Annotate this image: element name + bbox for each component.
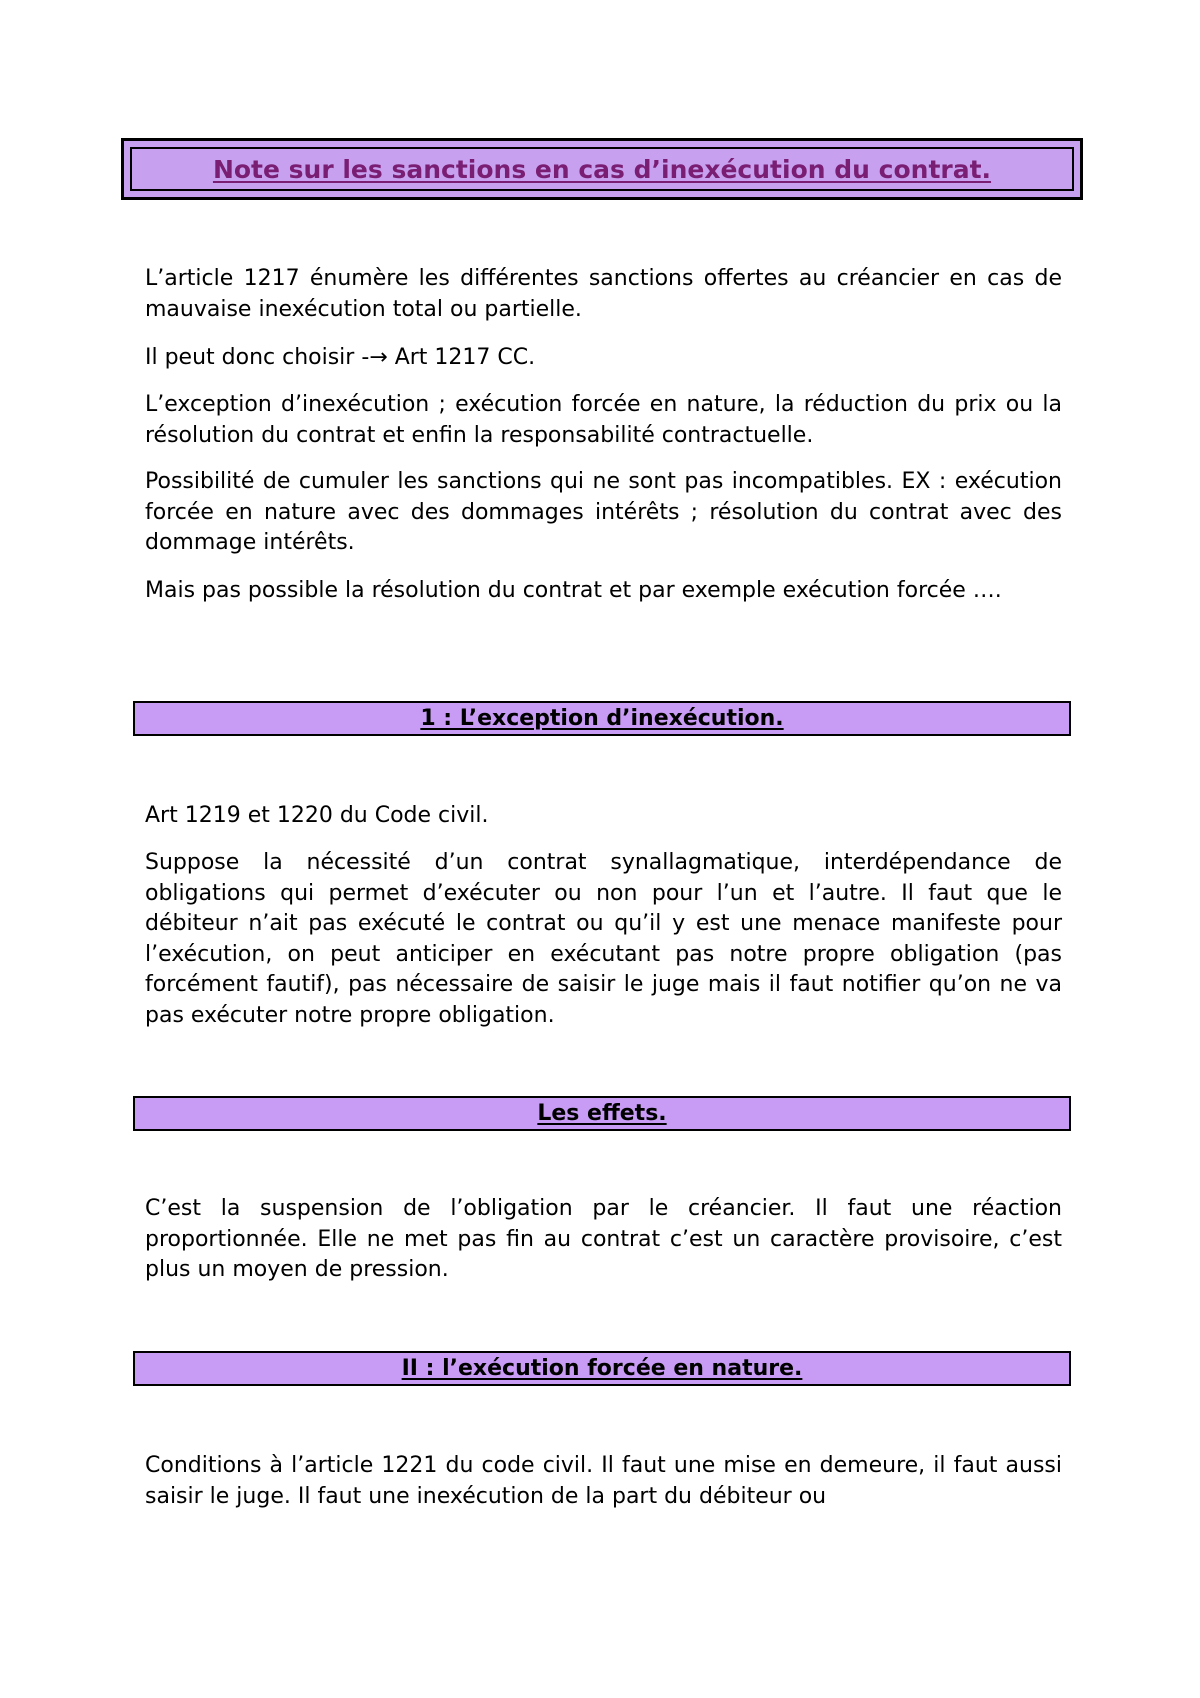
section-1-paragraph-2: Suppose la nécessité d’un contrat synallagmatique, interdépendance de obligations qui permet d’exécuter ou non pour l’un et l’autre. Il faut que le débiteur n’ait pas exécuté le contrat ou qu’il y est une menace manifeste pour l’exécution, on peut anticiper en exécutant pas notre propre obligation (pas forcément fautif), pas nécessaire de saisir le juge mais il faut notifier qu’on ne va pas exécuter notre propre obligation.: [145, 850, 1062, 1028]
section-3-paragraph-1: Conditions à l’article 1221 du code civil. Il faut une mise en demeure, il faut aussi saisir le juge. Il faut une inexécution de la part du débiteur ou: [145, 1453, 1062, 1509]
section-heading-3: [133, 1351, 1071, 1386]
title-box: [121, 138, 1083, 200]
intro-paragraph-3: L’exception d’inexécution ; exécution forcée en nature, la réduction du prix ou la résolution du contrat et enfin la responsabilité contractuelle.: [145, 392, 1062, 448]
intro-paragraph-1: L’article 1217 énumère les différentes sanctions offertes au créancier en cas de mauvaise inexécution total ou partielle.: [145, 266, 1062, 322]
section-heading-1-text: 1 : L’exception d’inexécution.: [420, 706, 784, 731]
title-box-inner: [130, 147, 1074, 191]
section-heading-3-text: II : l’exécution forcée en nature.: [401, 1356, 803, 1381]
intro-paragraph-4: Possibilité de cumuler les sanctions qui ne sont pas incompatibles. EX : exécution forcée en nature avec des dommages intérêts ; résolution du contrat avec des dommage intérêts.: [145, 469, 1062, 555]
section-heading-1: [133, 701, 1071, 736]
section-heading-2-text: Les effets.: [537, 1101, 667, 1126]
intro-paragraph-5: Mais pas possible la résolution du contrat et par exemple exécution forcée ….: [145, 578, 1002, 603]
section-heading-2: [133, 1096, 1071, 1131]
intro-paragraph-2: Il peut donc choisir -→ Art 1217 CC.: [145, 345, 536, 370]
document-title: Note sur les sanctions en cas d’inexécution du contrat.: [212, 154, 992, 184]
section-2-paragraph-1: C’est la suspension de l’obligation par le créancier. Il faut une réaction proportionnée. Elle ne met pas fin au contrat c’est un caractère provisoire, c’est plus un moyen de pression.: [145, 1196, 1062, 1282]
section-1-paragraph-1: Art 1219 et 1220 du Code civil.: [145, 803, 489, 828]
